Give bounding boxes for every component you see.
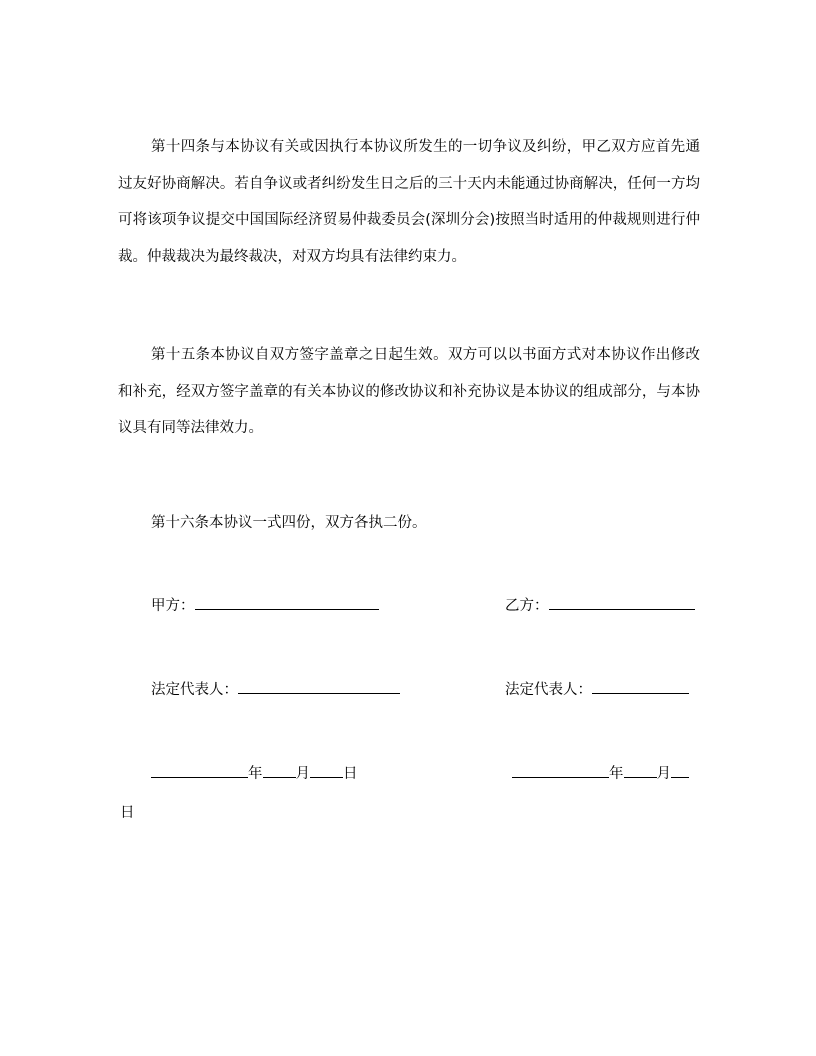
party-a-month-blank	[263, 762, 296, 778]
party-b-rep-label: 法定代表人：	[505, 682, 592, 698]
party-b-month-blank	[624, 762, 657, 778]
party-b-day-blank	[671, 762, 689, 778]
party-a-day-label: 日	[343, 766, 358, 782]
party-b-label: 乙方：	[505, 598, 549, 614]
party-a-rep-label: 法定代表人：	[151, 682, 238, 698]
party-b-year-blank	[512, 762, 609, 778]
party-a-label: 甲方：	[151, 598, 195, 614]
party-b-year-label: 年	[609, 766, 624, 782]
article-15: 第十五条本协议自双方签字盖章之日起生效。双方可以以书面方式对本协议作出修改和补充，经双方签字盖章的有关本协议的修改协议和补充协议是本协议的组成部分，与本协议具有同等法律效力。	[118, 347, 700, 436]
party-b-signature-line	[505, 594, 695, 616]
party-b-day-label: 日	[120, 805, 135, 821]
party-a-blank	[195, 594, 379, 610]
party-a-date-line	[151, 762, 358, 784]
party-a-representative-line	[151, 678, 400, 700]
party-b-rep-blank	[592, 678, 689, 694]
party-b-blank	[549, 594, 695, 610]
party-b-day-wrap	[120, 803, 135, 823]
party-a-signature-line	[151, 594, 379, 616]
party-a-rep-blank	[238, 678, 400, 694]
party-a-year-label: 年	[248, 766, 263, 782]
party-a-month-label: 月	[295, 766, 310, 782]
party-b-date-line	[512, 762, 689, 784]
article-14: 第十四条与本协议有关或因执行本协议所发生的一切争议及纠纷，甲乙双方应首先通过友好协商解决。若自争议或者纠纷发生日之后的三十天内未能通过协商解决，任何一方均可将该项争议提交中国国际经济贸易仲裁委员会(深圳分会)按照当时适用的仲裁规则进行仲裁。仲裁裁决为最终裁决，对双方均具有法律约束力。	[118, 139, 700, 265]
party-a-day-blank	[310, 762, 343, 778]
party-a-year-blank	[151, 762, 248, 778]
article-16: 第十六条本协议一式四份，双方各执二份。	[151, 515, 427, 531]
party-b-month-label: 月	[656, 766, 671, 782]
party-b-representative-line	[505, 678, 689, 700]
